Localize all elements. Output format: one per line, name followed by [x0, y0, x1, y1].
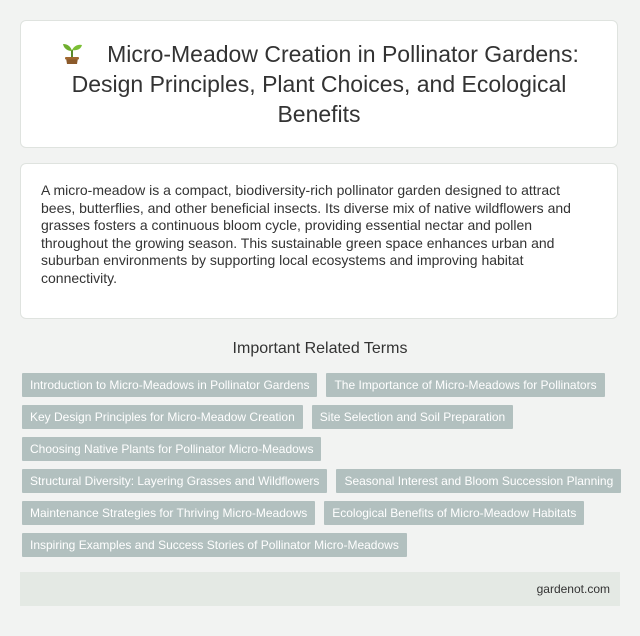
related-term-tag[interactable]: Introduction to Micro-Meadows in Pollinator Gardens	[22, 373, 317, 397]
related-term-tag[interactable]: The Importance of Micro-Meadows for Pollinators	[326, 373, 604, 397]
tag-row	[22, 533, 622, 557]
related-term-tag[interactable]: Ecological Benefits of Micro-Meadow Habitats	[324, 501, 584, 525]
related-term-tag[interactable]: Maintenance Strategies for Thriving Micro-Meadows	[22, 501, 315, 525]
related-term-tag[interactable]: Inspiring Examples and Success Stories of Pollinator Micro-Meadows	[22, 533, 407, 557]
title-card	[20, 20, 618, 148]
tag-row	[22, 405, 622, 429]
related-terms-list	[22, 373, 622, 565]
related-term-tag[interactable]: Site Selection and Soil Preparation	[312, 405, 513, 429]
footer	[20, 572, 620, 606]
tag-row	[22, 373, 622, 397]
sprout-icon	[59, 39, 85, 65]
tag-row	[22, 469, 622, 493]
footer-site-link[interactable]: gardenot.com	[536, 582, 610, 596]
tag-row	[22, 437, 622, 461]
related-term-tag[interactable]: Seasonal Interest and Bloom Succession Planning	[336, 469, 621, 493]
description-text: A micro-meadow is a compact, biodiversity-rich pollinator garden designed to attract bees, butterflies, and other beneficial insects. Its diverse mix of native wildflowers and grasses fosters a continuous bloom cycle, providing essential nectar and pollen throughout the growing season. This sustainable green space enhances urban and suburban environments by supporting local ecosystems and improving habitat connectivity.	[41, 182, 571, 286]
related-term-tag[interactable]: Structural Diversity: Layering Grasses and Wildflowers	[22, 469, 327, 493]
page-title-text: Micro-Meadow Creation in Pollinator Gardens: Design Principles, Plant Choices, and Ecological Benefits	[71, 41, 579, 127]
description-card	[20, 163, 618, 319]
related-term-tag[interactable]: Choosing Native Plants for Pollinator Micro-Meadows	[22, 437, 321, 461]
page-title	[45, 39, 593, 129]
tag-row	[22, 501, 622, 525]
related-term-tag[interactable]: Key Design Principles for Micro-Meadow Creation	[22, 405, 303, 429]
related-terms-heading: Important Related Terms	[232, 340, 408, 357]
